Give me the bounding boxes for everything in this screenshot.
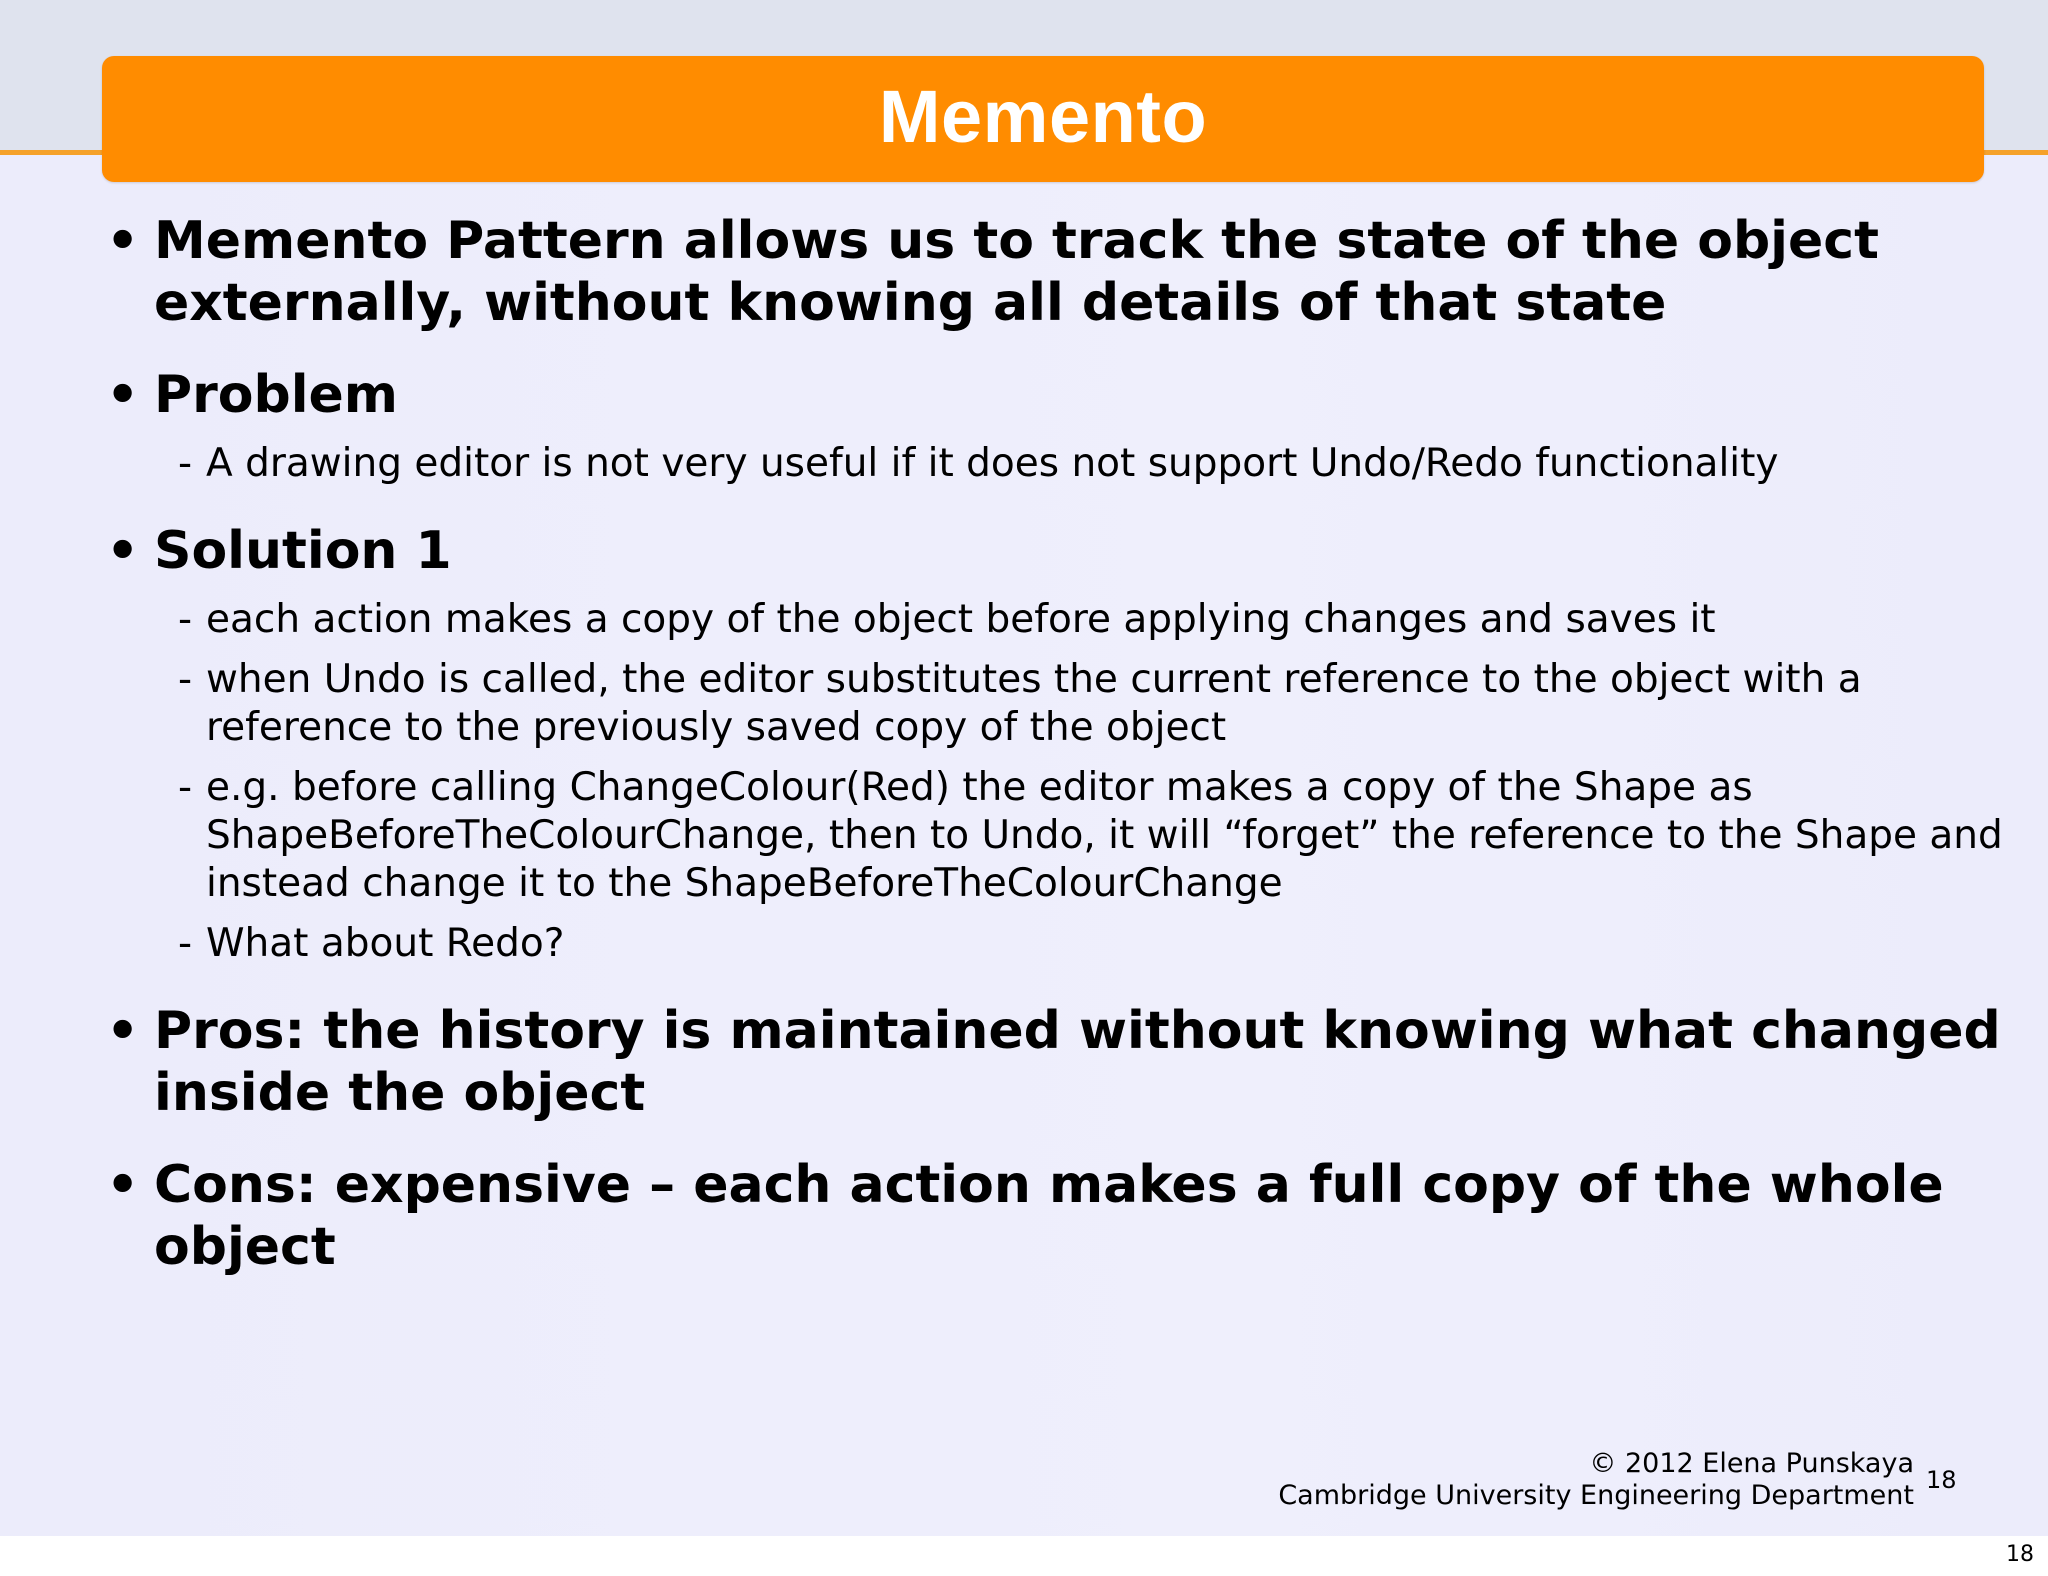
bullet-item [106, 364, 2006, 426]
sub-text: when Undo is called, the editor substitutes the current reference to the object with a reference to the previously saved copy of the object [206, 657, 1862, 750]
bullet-item [106, 1154, 2006, 1278]
bullet-text: Cons: expensive – each action makes a full copy of the whole object [154, 1155, 1944, 1277]
sub-text: What about Redo? [206, 921, 565, 966]
bullet-text: Pros: the history is maintained without knowing what changed inside the object [154, 1001, 2001, 1123]
sub-marker: - [178, 657, 193, 702]
sub-text: each action makes a copy of the object before applying changes and saves it [206, 597, 1716, 642]
bullet-item [106, 210, 2006, 334]
title-bar [102, 56, 1984, 182]
page-number: 18 [2006, 1542, 2034, 1567]
bullet-marker: • [106, 365, 140, 425]
bullet-marker: • [106, 1001, 140, 1061]
bullet-item [106, 520, 2006, 582]
bullet-item [106, 1000, 2006, 1124]
bullet-text: Solution 1 [154, 521, 452, 581]
sub-marker: - [178, 441, 193, 486]
bullet-marker: • [106, 521, 140, 581]
copyright-text: © 2012 Elena Punskaya [1589, 1448, 1914, 1479]
slide-number: 18 [1926, 1466, 1957, 1494]
bullet-text: Memento Pattern allows us to track the state of the object externally, without knowing all details of that state [154, 211, 1879, 333]
slide-footer [1278, 1448, 1914, 1512]
sub-item [106, 596, 2006, 644]
sub-item [106, 764, 2006, 908]
bullet-marker: • [106, 211, 140, 271]
sub-text: A drawing editor is not very useful if it does not support Undo/Redo functionality [206, 441, 1779, 486]
sub-text: e.g. before calling ChangeColour(Red) the editor makes a copy of the Shape as ShapeBeforeTheColourChange, then to Undo, it will “forget” the reference to the Shape and instead change it to the ShapeBeforeTheColourChange [206, 765, 2003, 906]
department-text: Cambridge University Engineering Department [1278, 1480, 1914, 1511]
sub-marker: - [178, 597, 193, 642]
slide-title: Memento [878, 74, 1208, 158]
sub-item [106, 920, 2006, 968]
bullet-text: Problem [154, 365, 398, 425]
sub-marker: - [178, 765, 193, 810]
sub-marker: - [178, 921, 193, 966]
bullet-marker: • [106, 1155, 140, 1215]
sub-item [106, 656, 2006, 752]
sub-item [106, 440, 2006, 488]
slide-content [106, 210, 2006, 1278]
